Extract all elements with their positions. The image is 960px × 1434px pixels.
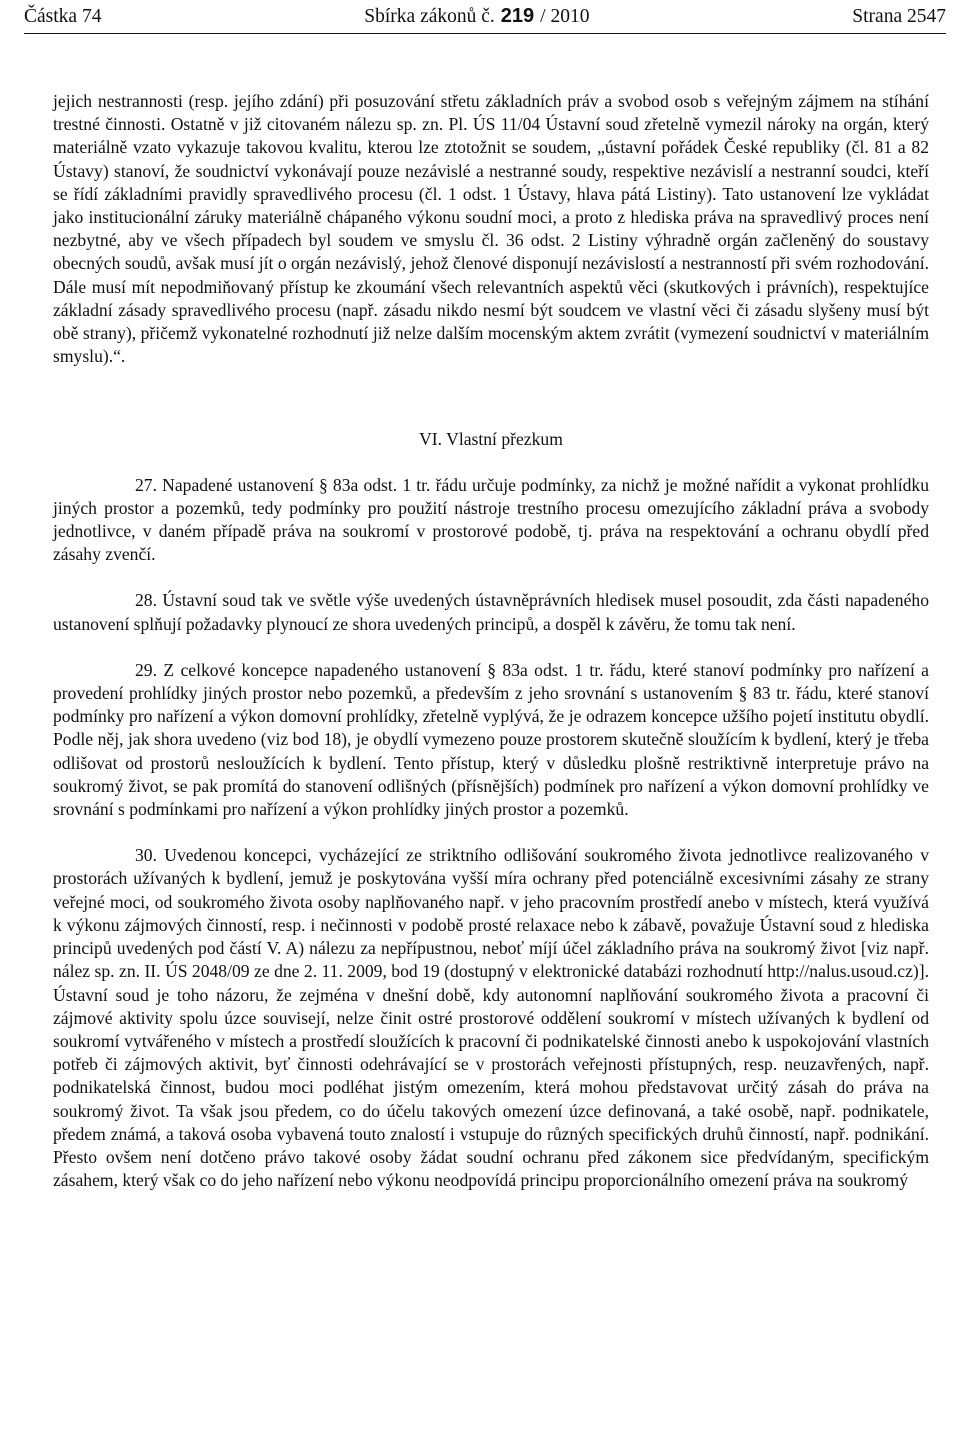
- collection-title: [364, 4, 589, 29]
- issue-number: Částka 74: [24, 6, 102, 27]
- page-number: Strana 2547: [852, 6, 946, 27]
- document-body: [53, 90, 929, 1192]
- paragraph-27: 27. Napadené ustanovení § 83a odst. 1 tr. řádu určuje podmínky, za nichž je možné nařídit a vykonat prohlídku jiných prostor a pozemků, tedy podmínky pro použití nástroje trestního procesu omezujícího základní práva a svobody jednotlivce, v daném případě práva na soukromí v prostorové podobě, tj. práva na respektování a ochranu obydlí před zásahy zvenčí.: [53, 474, 929, 565]
- collection-year: / 2010: [540, 6, 590, 27]
- collection-number: 219: [500, 5, 535, 27]
- paragraph-intro: jejich nestrannosti (resp. jejího zdání) při posuzování střetu základních práv a svobod osob s veřejným zájmem na stíhání trestné činnosti. Ostatně v již citovaném nálezu sp. zn. Pl. ÚS 11/04 Ústavní soud zřetelně vymezil nároky na orgán, který materiálně vzato vykazuje takovou kvalitu, kterou lze ztotožnit se soudem, „ústavní pořádek České republiky (čl. 81 a 82 Ústavy) stanoví, že soudnictví vykonávají pouze nezávislé a nestranné soudy, respektive nezávislí a nestranní soudci, kteří se řídí základními pravidly spravedlivého procesu (čl. 1 odst. 1 Ústavy, hlava pátá Listiny). Tato ustanovení lze vykládat jako institucionální záruky materiálně chápaného výkonu soudní moci, a proto z hlediska práva na spravedlivý proces není nezbytné, aby ve všech případech byl soudem ve smyslu čl. 36 odst. 2 Listiny výhradně orgán začleněný do soustavy obecných soudů, avšak musí jít o orgán nezávislý, jehož členové disponují nezávislostí a nestranností při svém rozhodování. Dále musí mít nepodmiňovaný přístup ke zkoumání všech relevantních aspektů věci (skutkových i právních), respektujíce základní zásady spravedlivého procesu (např. zásadu nikdo nesmí být soudcem ve vlastní věci či zásadu slyšeny musí být obě strany), přičemž vykonatelné rozhodnutí již nelze dalším mocenským aktem zvrátit (vymezení soudnictví v materiálním smyslu).“.: [53, 91, 929, 367]
- paragraph-29: 29. Z celkové koncepce napadeného ustanovení § 83a odst. 1 tr. řádu, které stanoví podmínky pro nařízení a provedení prohlídky jiných prostor nebo pozemků, a především z jeho srovnání s ustanovením § 83 tr. řádu, které stanoví podmínky pro nařízení a výkon domovní prohlídky, zřetelně vyplývá, že je odrazem koncepce užšího pojetí institutu obydlí. Podle něj, jak shora uvedeno (viz bod 18), je obydlí vymezeno pouze prostorem skutečně sloužícím k bydlení, který je třeba odlišovat od prostorů nesloužících k bydlení. Tento přístup, který v důsledku plošně restriktivně interpretuje právo na soukromý život, se pak promítá do stanovení odlišných (přísnějších) podmínek pro nařízení a výkon domovní prohlídky ve srovnání s podmínkami pro nařízení a výkon prohlídky jiných prostor a pozemků.: [53, 659, 929, 820]
- page-header: [24, 4, 946, 30]
- section-heading: VI. Vlastní přezkum: [419, 429, 563, 450]
- collection-name: Sbírka zákonů č.: [364, 6, 495, 27]
- paragraph-30: 30. Uvedenou koncepci, vycházející ze striktního odlišování soukromého života jednotlivce realizovaného v prostorách užívaných k bydlení, jemuž je poskytována vyšší míra ochrany před potenciálně excesivními zásahy ze strany veřejné moci, od soukromého života osoby naplňovaného např. v jeho pracovním prostředí anebo v místech, která využívá k výkonu zájmových činností, resp. i nečinnosti v podobě prosté relaxace nebo k zábavě, považuje Ústavní soud z hlediska principů uvedených pod částí V. A) nálezu za nepřípustnou, neboť míjí účel základního práva na soukromý život [viz např. nález sp. zn. II. ÚS 2048/09 ze dne 2. 11. 2009, bod 19 (dostupný v elektronické databázi rozhodnutí http://nalus.usoud.cz)]. Ústavní soud je toho názoru, že zejména v dnešní době, kdy autonomní naplňování soukromého života a pracovní či zájmové aktivity spolu úzce souvisejí, nelze činit ostré prostorové oddělení soukromí v místech užívaných k bydlení od soukromí vytvářeného v místech a prostředí sloužících k pracovní či podnikatelské činnosti anebo k uspokojování vlastních potřeb či zájmových aktivit, byť činnosti odehrávající se v prostorách veřejnosti přístupných, resp. neuzavřených, např. podnikatelská činnost, budou moci podléhat jistým omezením, která mohou představovat určitý zásah do práva na soukromý život. Ta však jsou předem, co do účelu takových omezení úzce definovaná, a také osobě, např. podnikatele, předem známá, a taková osoba vybavená touto znalostí i vstupuje do různých specifických druhů činností, např. podnikání. Přesto ovšem není dotčeno právo takové osoby žádat soudní ochranu před zákonem sice předvídaným, specifickým zásahem, který však co do jeho nařízení nebo výkonu neodpovídá principu proporcionálního omezení práva na soukromý: [53, 845, 929, 1191]
- header-rule: [24, 33, 946, 34]
- paragraph-28: 28. Ústavní soud tak ve světle výše uvedených ústavněprávních hledisek musel posoudit, zda části napadeného ustanovení splňují požadavky plynoucí ze shora uvedených principů, a dospěl k závěru, že tomu tak není.: [53, 590, 929, 634]
